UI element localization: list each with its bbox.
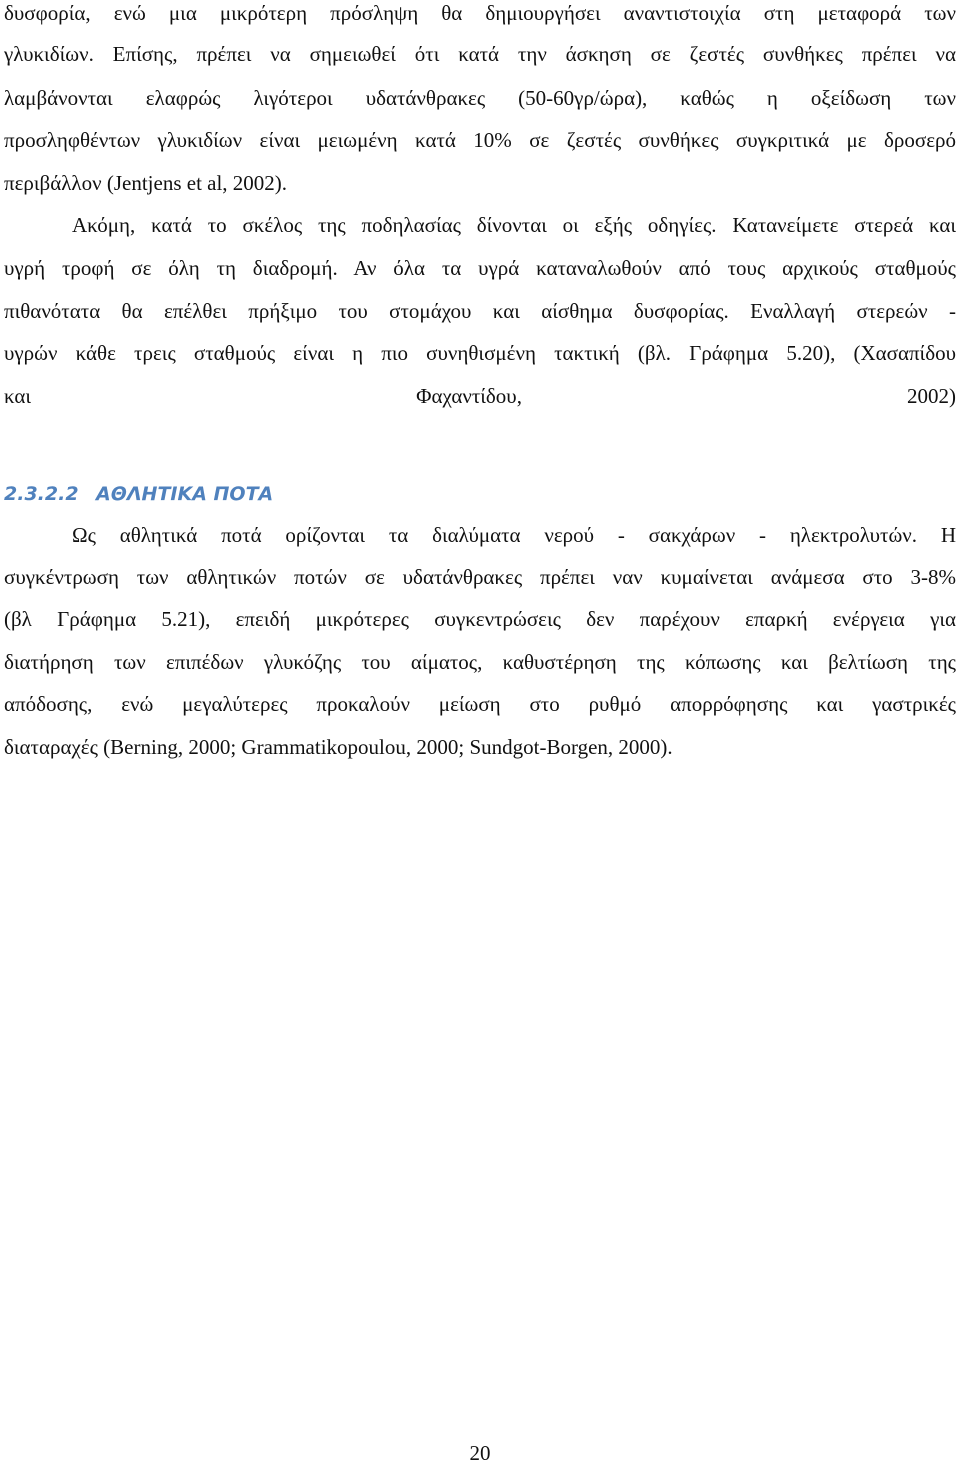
text-line: συγκέντρωση των αθλητικών ποτών σε υδατάνθρακες πρέπει ναν κυμαίνεται ανάμεσα στο 3-8% (4, 565, 956, 589)
text-line: (βλ Γράφημα 5.21), επειδή μικρότερες συγκεντρώσεις δεν παρέχουν επαρκή ενέργεια για (4, 607, 956, 631)
text-line: προσληφθέντων γλυκιδίων είναι μειωμένη κατά 10% σε ζεστές συνθήκες συγκριτικά με δροσερό (4, 128, 956, 152)
text-line: απόδοσης, ενώ μεγαλύτερες προκαλούν μείωση στο ρυθμό απορρόφησης και γαστρικές (4, 692, 956, 716)
text-line: υγρή τροφή σε όλη τη διαδρομή. Αν όλα τα υγρά καταναλωθούν από τους αρχικούς σταθμούς (4, 256, 956, 280)
text-line: γλυκιδίων. Επίσης, πρέπει να σημειωθεί ότι κατά την άσκηση σε ζεστές συνθήκες πρέπει να (4, 42, 956, 66)
page-number: 20 (469, 1441, 491, 1465)
text-line: Ακόμη, κατά το σκέλος της ποδηλασίας δίνονται οι εξής οδηγίες. Κατανείμετε στερεά και (72, 213, 956, 237)
section-heading (4, 480, 273, 508)
text-line: Ως αθλητικά ποτά ορίζονται τα διαλύματα νερού - σακχάρων - ηλεκτρολυτών. Η (72, 523, 956, 547)
text-line: και Φαχαντίδου, 2002) (4, 384, 956, 408)
text-line: δυσφορία, ενώ μια μικρότερη πρόσληψη θα δημιουργήσει αναντιστοιχία στη μεταφορά των (4, 1, 956, 25)
section-number: 2.3.2.2 (4, 483, 79, 505)
text-line: πιθανότατα θα επέλθει πρήξιμο του στομάχου και αίσθημα δυσφορίας. Εναλλαγή στερεών - (4, 299, 956, 323)
text-line: λαμβάνονται ελαφρώς λιγότεροι υδατάνθρακες (50-60γρ/ώρα), καθώς η οξείδωση των (4, 86, 956, 110)
text-line: περιβάλλον (Jentjens et al, 2002). (4, 171, 288, 195)
section-title: ΑΘΛΗΤΙΚΑ ΠΟΤΑ (96, 483, 274, 505)
text-line: διατήρηση των επιπέδων γλυκόζης του αίματος, καθυστέρηση της κόπωσης και βελτίωση της (4, 650, 956, 674)
text-line: διαταραχές (Berning, 2000; Grammatikopoulou, 2000; Sundgot-Borgen, 2000). (4, 735, 673, 759)
text-line: υγρών κάθε τρεις σταθμούς είναι η πιο συνηθισμένη τακτική (βλ. Γράφημα 5.20), (Χασαπίδου (4, 341, 956, 365)
